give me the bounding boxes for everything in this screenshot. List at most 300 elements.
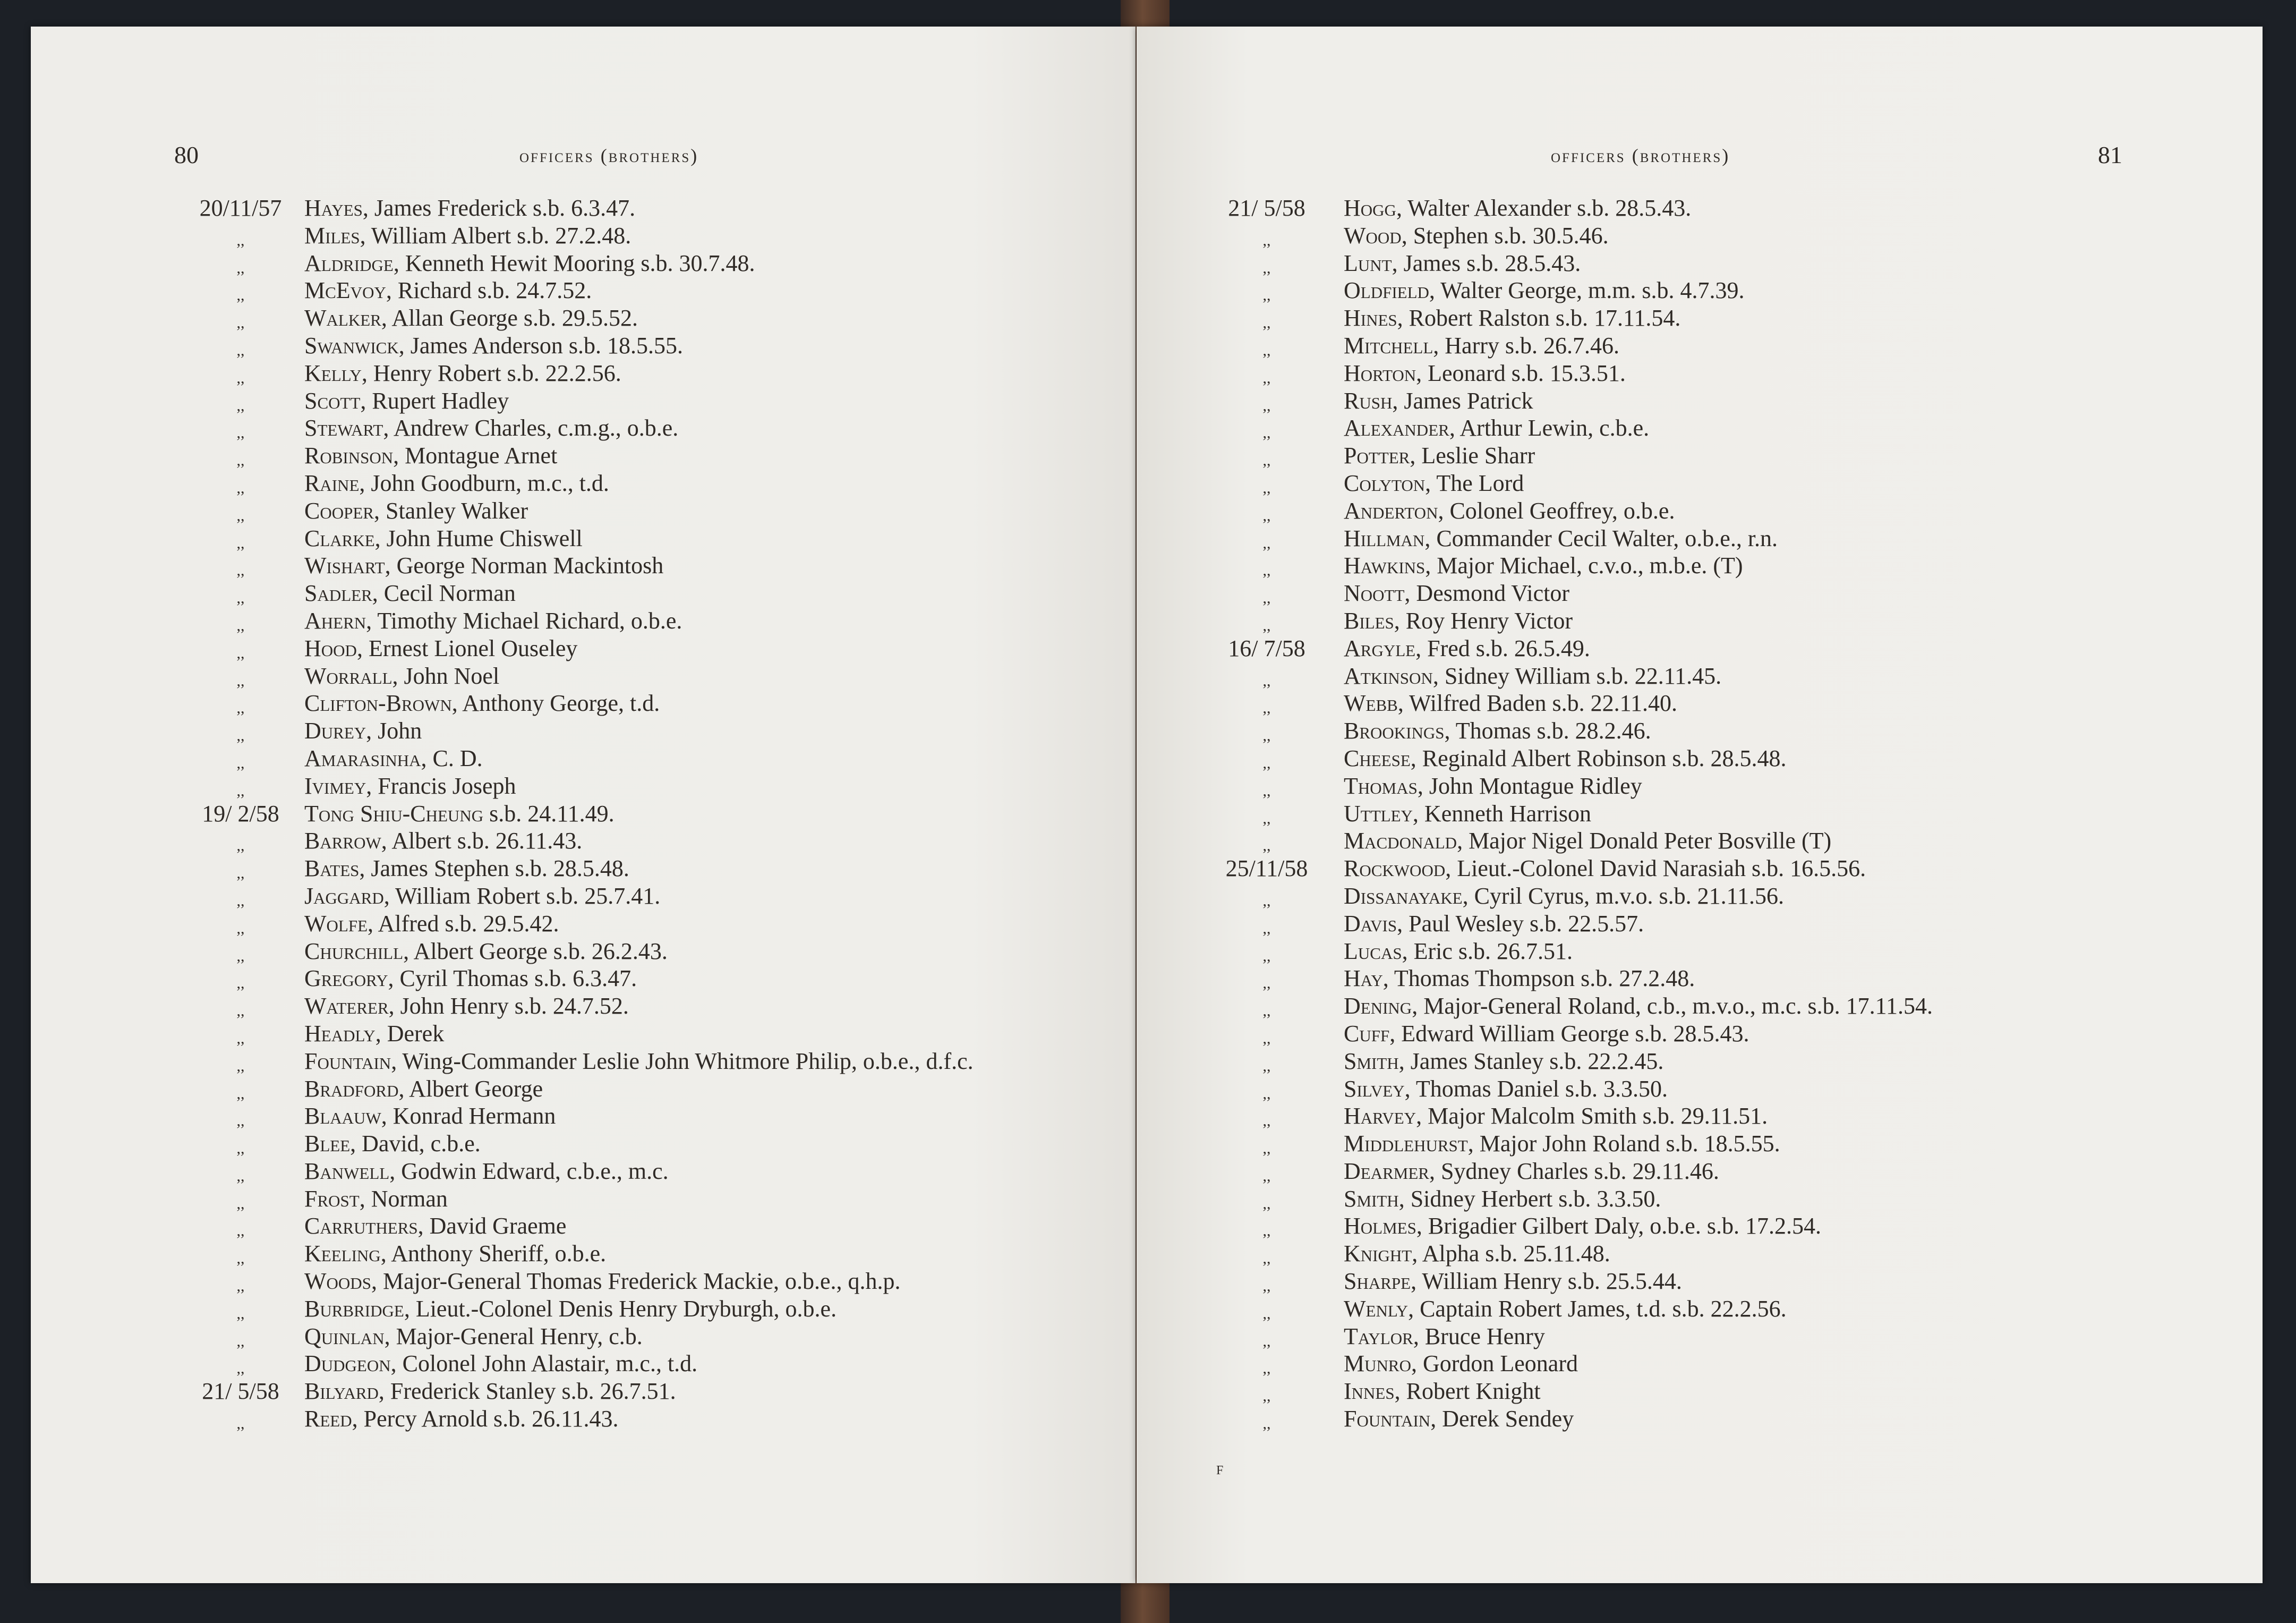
entry-text (304, 1269, 901, 1294)
entry-details: , Paul Wesley s.b. 22.5.57. (1397, 910, 1644, 937)
entry-details: s.b. 24.11.49. (483, 800, 614, 827)
entry-text (1344, 883, 1784, 909)
entry-date: ,, (236, 672, 245, 690)
entry-date: ,, (236, 781, 245, 800)
entry-details: , Wing-Commander Leslie John Whitmore Philip, o.b.e., d.f.c. (391, 1048, 974, 1074)
entry-details: , David, c.b.e. (350, 1131, 481, 1157)
entry-surname: Kelly (304, 360, 362, 386)
entry-details: , Major-General Henry, c.b. (384, 1323, 643, 1349)
entry-details: , Leslie Sharr (1410, 443, 1535, 469)
entry-date: ,, (1262, 754, 1271, 772)
entry-text (304, 526, 583, 551)
entry-details: , James Stephen s.b. 28.5.48. (359, 855, 629, 882)
list-item (31, 1241, 1136, 1269)
entry-text (1344, 278, 1745, 303)
entry-text (304, 1213, 566, 1239)
entry-details: , Roy Henry Victor (1394, 607, 1573, 634)
entry-date: ,, (236, 506, 245, 524)
entry-text (1344, 1131, 1780, 1157)
entry-surname: Hillman (1344, 525, 1425, 551)
entry-surname: Dearmer (1344, 1158, 1429, 1184)
list-item (1137, 636, 2263, 664)
entry-surname: Dening (1344, 993, 1412, 1019)
entry-text (1344, 251, 1581, 276)
entry-date: ,, (236, 1002, 245, 1020)
entry-text (1344, 1103, 1768, 1129)
entry-surname: Clarke (304, 525, 375, 551)
entry-surname: Smith (1344, 1048, 1399, 1074)
entry-surname: Middlehurst (1344, 1131, 1468, 1157)
list-item (31, 1103, 1136, 1131)
entry-text (1344, 581, 1569, 606)
entry-date: ,, (1262, 1304, 1271, 1322)
entry-surname: Bates (304, 855, 360, 882)
entry-surname: Fountain (1344, 1406, 1431, 1432)
entry-surname: Barrow (304, 828, 381, 854)
entry-text (1344, 1076, 1668, 1102)
entry-text (1344, 774, 1642, 799)
list-item (1137, 608, 2263, 636)
entry-surname: Oldfield (1344, 277, 1429, 304)
entry-surname: Silvey (1344, 1075, 1405, 1102)
entry-surname: Taylor (1344, 1323, 1413, 1349)
entry-date: ,, (1262, 1359, 1271, 1378)
entry-details: , John Montague Ridley (1417, 772, 1642, 799)
entry-text (1344, 1159, 1719, 1184)
page-number: 80 (174, 141, 199, 168)
entry-date: ,, (1262, 919, 1271, 937)
entry-details: , James Patrick (1392, 387, 1533, 414)
entry-date: ,, (1262, 1029, 1271, 1047)
entry-text (304, 856, 629, 881)
entry-date: 19/ 2/58 (202, 800, 279, 827)
entry-text (1344, 1213, 1821, 1239)
list-item (31, 664, 1136, 691)
list-item (1137, 223, 2263, 251)
entry-text (304, 718, 422, 744)
entry-surname: Cheese (1344, 745, 1411, 771)
entry-details: , Kenneth Hewit Mooring s.b. 30.7.48. (393, 250, 755, 276)
entry-date: 21/ 5/58 (1228, 195, 1305, 221)
entry-text (1344, 664, 1721, 689)
entry-text (304, 251, 755, 276)
list-item (1137, 911, 2263, 939)
entry-text (304, 1049, 974, 1074)
entry-surname: Rush (1344, 387, 1393, 414)
entry-text (304, 1406, 619, 1432)
entry-date: ,, (1262, 1387, 1271, 1405)
entry-date: ,, (1262, 1415, 1271, 1433)
entry-text (304, 1379, 676, 1404)
list-item (1137, 443, 2263, 471)
entry-text (304, 636, 577, 661)
entry-surname: Bilyard (304, 1378, 379, 1405)
entry-date: ,, (236, 1112, 245, 1130)
entry-details: , Allan George s.b. 29.5.52. (381, 305, 638, 332)
list-item (1137, 966, 2263, 993)
entry-date: ,, (236, 452, 245, 470)
entry-details: , Walter George, m.m. s.b. 4.7.39. (1429, 277, 1745, 304)
entry-text (304, 883, 660, 909)
entry-surname: Anderton (1344, 497, 1438, 524)
list-item (31, 581, 1136, 608)
entry-details: , Anthony George, t.d. (451, 690, 660, 717)
entry-date: ,, (236, 837, 245, 855)
entry-text (304, 278, 592, 303)
entry-date: 21/ 5/58 (202, 1378, 279, 1405)
list-item (31, 1076, 1136, 1104)
list-item (31, 636, 1136, 664)
list-item (31, 223, 1136, 251)
entry-details: , Albert George (398, 1075, 543, 1102)
list-item (31, 1296, 1136, 1324)
list-item (1137, 1379, 2263, 1406)
entry-surname: Lunt (1344, 250, 1392, 276)
entry-surname: Fountain (304, 1048, 391, 1074)
entry-text (304, 801, 614, 827)
entry-details: , Derek (375, 1020, 445, 1047)
entry-date: ,, (1262, 1222, 1271, 1240)
entry-text (304, 443, 557, 469)
entry-text (304, 1076, 543, 1102)
entry-date: ,, (1262, 314, 1271, 332)
entry-details: , Percy Arnold s.b. 26.11.43. (352, 1406, 619, 1432)
entry-surname: Waterer (304, 993, 389, 1019)
list-item (1137, 278, 2263, 305)
entry-date: ,, (236, 1250, 245, 1268)
entry-date: ,, (236, 534, 245, 552)
entry-date: ,, (1262, 781, 1271, 800)
entry-text (304, 553, 663, 579)
entry-date: ,, (236, 424, 245, 442)
entry-text (304, 1159, 669, 1184)
entry-date: ,, (1262, 672, 1271, 690)
entry-details: , George Norman Mackintosh (385, 553, 664, 579)
entry-text (1344, 526, 1778, 551)
entry-details: , Norman (359, 1185, 448, 1212)
entry-date: ,, (1262, 699, 1271, 717)
list-item (1137, 718, 2263, 746)
entry-details: , Alfred s.b. 29.5.42. (368, 910, 559, 937)
entry-details: , Sidney Herbert s.b. 3.3.50. (1398, 1185, 1661, 1212)
entry-text (304, 774, 516, 799)
entry-surname: Clifton-Brown (304, 690, 452, 717)
entry-details: , John Hume Chiswell (374, 525, 583, 551)
entry-text (304, 746, 483, 771)
entry-text (304, 911, 559, 937)
entry-text (304, 333, 683, 359)
entry-text (1344, 801, 1591, 827)
list-item (1137, 333, 2263, 361)
list-item (1137, 691, 2263, 718)
list-item (31, 196, 1136, 223)
list-item (1137, 581, 2263, 608)
entry-details: , Frederick Stanley s.b. 26.7.51. (378, 1378, 676, 1405)
entry-surname: Churchill (304, 938, 404, 964)
entry-surname: Hines (1344, 305, 1397, 332)
list-item (1137, 361, 2263, 388)
entry-surname: Cuff (1344, 1020, 1390, 1047)
entry-date: ,, (1262, 424, 1271, 442)
entry-date: ,, (1262, 369, 1271, 387)
entry-text (1344, 1186, 1661, 1212)
entry-surname: Colyton (1344, 470, 1426, 496)
entry-date: ,, (1262, 479, 1271, 497)
entry-text (304, 305, 638, 331)
list-item (31, 305, 1136, 333)
entry-text (304, 1021, 444, 1047)
entry-date: ,, (236, 616, 245, 634)
entry-details: , Stephen s.b. 30.5.46. (1401, 222, 1609, 249)
entry-date: ,, (236, 727, 245, 745)
entry-surname: Webb (1344, 690, 1398, 717)
list-item (1137, 1213, 2263, 1241)
entry-details: , Desmond Victor (1404, 580, 1570, 607)
entry-details: , Thomas s.b. 28.2.46. (1444, 718, 1651, 744)
entry-surname: Swanwick (304, 332, 399, 359)
entry-details: , William Henry s.b. 25.5.44. (1411, 1268, 1682, 1295)
entry-text (304, 966, 637, 991)
entry-text (1344, 636, 1590, 661)
entry-date: ,, (236, 1277, 245, 1295)
entry-text (1344, 911, 1644, 937)
entry-details: , James Frederick s.b. 6.3.47. (362, 195, 636, 221)
entry-surname: Macdonald (1344, 828, 1457, 854)
entry-surname: Woods (304, 1268, 371, 1295)
entry-date: ,, (1262, 1277, 1271, 1295)
entry-details: , John Noel (392, 662, 500, 689)
entry-details: , Captain Robert James, t.d. s.b. 22.2.56. (1408, 1295, 1787, 1322)
entry-surname: Hawkins (1344, 553, 1426, 579)
list-item (31, 1021, 1136, 1049)
entry-date: ,, (1262, 1002, 1271, 1020)
entry-details: , William Albert s.b. 27.2.48. (360, 222, 631, 249)
entry-date: ,, (236, 341, 245, 359)
entry-details: , Major John Roland s.b. 18.5.55. (1467, 1131, 1780, 1157)
entry-details: , Cecil Norman (372, 580, 516, 607)
entry-text (1344, 388, 1533, 414)
entry-date: ,, (236, 699, 245, 717)
entry-date: ,, (236, 1359, 245, 1378)
entry-details: , Timothy Michael Richard, o.b.e. (366, 607, 682, 634)
entry-date: ,, (1262, 259, 1271, 277)
entry-text (1344, 305, 1680, 331)
entry-surname: Headly (304, 1020, 375, 1047)
entry-details: , Albert s.b. 26.11.43. (381, 828, 583, 854)
entry-details: , Stanley Walker (373, 497, 528, 524)
entry-details: , Major Nigel Donald Peter Bosville (T) (1457, 828, 1832, 854)
list-item (1137, 471, 2263, 498)
entry-date: ,, (236, 1084, 245, 1102)
entry-text (304, 415, 678, 441)
entry-surname: Munro (1344, 1350, 1411, 1377)
list-item (31, 746, 1136, 774)
entry-details: , Lieut.-Colonel David Narasiah s.b. 16.5.56. (1445, 855, 1866, 882)
entry-details: , John Henry s.b. 24.7.52. (388, 993, 629, 1019)
list-item (1137, 1406, 2263, 1434)
entry-details: , Thomas Daniel s.b. 3.3.50. (1404, 1075, 1668, 1102)
entry-details: , Robert Ralston s.b. 17.11.54. (1397, 305, 1681, 332)
entry-text (1344, 415, 1649, 441)
entry-details: , Richard s.b. 24.7.52. (386, 277, 592, 304)
list-item (31, 856, 1136, 883)
entry-surname: Banwell (304, 1158, 390, 1184)
entry-text (304, 1296, 837, 1322)
entry-details: , William Robert s.b. 25.7.41. (383, 882, 661, 909)
list-item (31, 801, 1136, 829)
entry-date: ,, (236, 1415, 245, 1433)
entry-details: , Cyril Thomas s.b. 6.3.47. (388, 965, 637, 992)
entry-date: ,, (1262, 286, 1271, 304)
entry-details: , James Stanley s.b. 22.2.45. (1398, 1048, 1664, 1074)
list-item (31, 1213, 1136, 1241)
entry-date: ,, (236, 644, 245, 662)
list-item (31, 1186, 1136, 1214)
list-item (1137, 664, 2263, 691)
entry-text (1344, 443, 1535, 469)
entry-surname: Dissanayake (1344, 882, 1463, 909)
entry-surname: Argyle (1344, 635, 1416, 661)
entry-text (1344, 608, 1573, 634)
entry-date: ,, (1262, 452, 1271, 470)
list-item (31, 361, 1136, 388)
entry-surname: Rockwood (1344, 855, 1446, 882)
list-item (1137, 1021, 2263, 1049)
entry-details: , Major Michael, c.v.o., m.b.e. (T) (1425, 553, 1743, 579)
left-page (31, 27, 1136, 1583)
list-item (31, 883, 1136, 911)
entry-date: ,, (236, 864, 245, 882)
list-item (31, 471, 1136, 498)
entry-details: , Konrad Hermann (381, 1103, 556, 1129)
entry-surname: Bradford (304, 1075, 399, 1102)
entry-date: ,, (236, 1057, 245, 1075)
entry-surname: Thomas (1344, 772, 1418, 799)
entry-details: , Fred s.b. 26.5.49. (1415, 635, 1590, 661)
entry-text (304, 993, 629, 1019)
entry-surname: Wood (1344, 222, 1402, 249)
entry-surname: Mitchell (1344, 332, 1433, 359)
entry-surname: Keeling (304, 1240, 381, 1267)
entry-text (1344, 1296, 1787, 1322)
entry-surname: Brookings (1344, 718, 1445, 744)
list-item (1137, 801, 2263, 829)
entry-date: ,, (236, 1304, 245, 1322)
entry-text (304, 691, 660, 716)
list-item (1137, 746, 2263, 774)
entry-text (304, 664, 499, 689)
entry-details: , Godwin Edward, c.b.e., m.c. (389, 1158, 669, 1184)
entry-details: , Brigadier Gilbert Daly, o.b.e. s.b. 17.2.54. (1416, 1213, 1821, 1239)
entry-date: ,, (236, 369, 245, 387)
entry-details: , Leonard s.b. 15.3.51. (1416, 360, 1626, 386)
entry-date: ,, (1262, 1332, 1271, 1350)
entry-surname: Innes (1344, 1378, 1395, 1405)
entry-text (1344, 1379, 1541, 1404)
right-page (1137, 27, 2263, 1583)
list-item (1137, 856, 2263, 883)
entry-details: , David Graeme (417, 1213, 567, 1239)
entry-date: ,, (1262, 974, 1271, 992)
entry-details: , Montague Arnet (393, 443, 558, 469)
entry-date: ,, (1262, 1140, 1271, 1158)
entry-text (1344, 993, 1933, 1019)
list-item (1137, 1324, 2263, 1352)
list-item (1137, 196, 2263, 223)
entry-text (1344, 1049, 1663, 1074)
entry-details: , Harry s.b. 26.7.46. (1433, 332, 1619, 359)
entry-details: , John Goodburn, m.c., t.d. (359, 470, 609, 496)
entry-text (1344, 1269, 1682, 1294)
entry-text (1344, 1021, 1749, 1047)
entry-date: ,, (236, 396, 245, 414)
entry-details: , C. D. (421, 745, 483, 771)
entry-text (304, 828, 582, 854)
entry-details: , Cyril Cyrus, m.v.o. s.b. 21.11.56. (1462, 882, 1784, 909)
entry-date: ,, (236, 231, 245, 249)
entry-date: ,, (236, 259, 245, 277)
entry-details: , Kenneth Harrison (1412, 800, 1591, 827)
entry-text (304, 581, 516, 606)
entry-text (1344, 333, 1619, 359)
list-item (1137, 388, 2263, 416)
entry-date: 25/11/58 (1225, 855, 1308, 882)
entry-text (304, 196, 635, 221)
entry-surname: Quinlan (304, 1323, 385, 1349)
entry-details: , Major-General Roland, c.b., m.v.o., m.c. s.b. 17.11.54. (1412, 993, 1933, 1019)
list-item (31, 388, 1136, 416)
entry-text (1344, 498, 1675, 524)
list-item (31, 333, 1136, 361)
entry-surname: Sharpe (1344, 1268, 1411, 1295)
entry-surname: Raine (304, 470, 360, 496)
entry-date: ,, (1262, 1194, 1271, 1212)
entry-date: ,, (1262, 947, 1271, 965)
list-item (1137, 774, 2263, 801)
entry-text (1344, 553, 1743, 579)
entry-details: , Albert George s.b. 26.2.43. (403, 938, 668, 964)
list-item (31, 939, 1136, 966)
list-item (31, 1269, 1136, 1296)
entry-date: ,, (1262, 616, 1271, 634)
list-item (1137, 1076, 2263, 1104)
entry-date: ,, (236, 1140, 245, 1158)
entry-text (1344, 361, 1626, 386)
entry-text (1344, 471, 1524, 496)
entry-details: , Lieut.-Colonel Denis Henry Dryburgh, o.b.e. (404, 1295, 837, 1322)
entry-date: ,, (236, 1332, 245, 1350)
list-item (31, 718, 1136, 746)
entry-text (1344, 196, 1691, 221)
entry-surname: Uttley (1344, 800, 1413, 827)
entry-date: ,, (236, 562, 245, 580)
list-item (1137, 305, 2263, 333)
entry-surname: Robinson (304, 443, 394, 469)
entry-text (1344, 828, 1831, 854)
entry-surname: Hogg (1344, 195, 1396, 221)
entry-date: ,, (236, 754, 245, 772)
entry-surname: Hood (304, 635, 357, 661)
entry-details: , Anthony Sheriff, o.b.e. (380, 1240, 607, 1267)
list-item (31, 608, 1136, 636)
entry-date: ,, (1262, 1250, 1271, 1268)
entry-date: ,, (236, 974, 245, 992)
entry-details: , John (366, 718, 422, 744)
entry-surname: McEvoy (304, 277, 386, 304)
list-item (31, 553, 1136, 581)
entry-date: ,, (236, 589, 245, 607)
entry-date: ,, (1262, 1112, 1271, 1130)
